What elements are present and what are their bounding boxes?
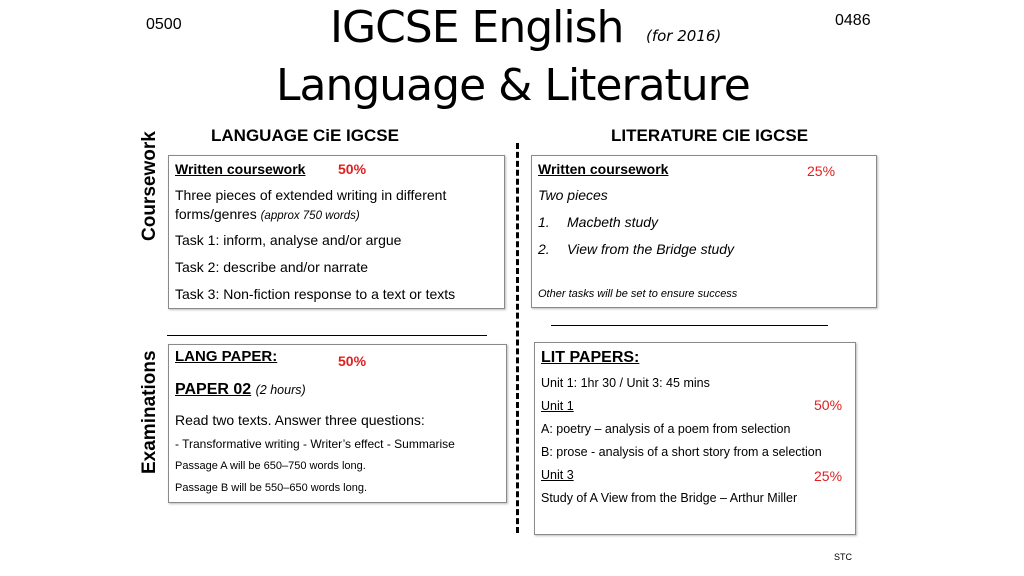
lang-paper-duration: (2 hours)	[255, 383, 306, 397]
course-code-left: 0500	[146, 16, 182, 33]
lang-coursework-heading: Written coursework	[175, 161, 306, 177]
lit-unit1-heading: Unit 1	[541, 399, 574, 413]
lang-paper-heading: LANG PAPER:	[175, 348, 278, 365]
lang-task-2: Task 2: describe and/or narrate	[175, 259, 368, 275]
lang-task-3: Task 3: Non-fiction response to a text or texts	[175, 286, 456, 302]
lang-exam-question-types: - Transformative writing - Writer’s effect - Summarise	[175, 437, 455, 451]
title-year-note: (for 2016)	[646, 27, 722, 45]
lit-unit1-part-b: B: prose - analysis of a short story from a selection	[541, 445, 822, 459]
lang-coursework-line1: Three pieces of extended writing in different	[175, 187, 447, 203]
lit-coursework-note: Other tasks will be set to ensure success	[538, 288, 738, 300]
lit-coursework-item1-number: 1.	[538, 214, 550, 230]
course-code-right: 0486	[835, 12, 871, 29]
lang-paper-title	[175, 381, 306, 399]
lit-coursework-line1: Two pieces	[538, 187, 608, 203]
lit-coursework-heading: Written coursework	[538, 161, 669, 177]
lit-unit1-percent: 50%	[814, 397, 843, 413]
lit-coursework-item1: Macbeth study	[567, 214, 659, 230]
lit-coursework-percent: 25%	[807, 163, 836, 179]
lit-papers-heading: LIT PAPERS:	[541, 349, 640, 366]
lang-task-1: Task 1: inform, analyse and/or argue	[175, 232, 402, 248]
lang-exam-percent: 50%	[338, 353, 367, 369]
literature-column-heading: LITERATURE CIE IGCSE	[611, 126, 809, 145]
lang-paper-number: PAPER 02	[175, 381, 252, 398]
lit-unit3-percent: 25%	[814, 468, 843, 484]
lang-exam-passage-a: Passage A will be 650–750 words long.	[175, 460, 366, 472]
lang-exam-instructions: Read two texts. Answer three questions:	[175, 412, 425, 428]
page-title-line1: IGCSE English	[330, 2, 624, 53]
language-column-heading: LANGUAGE CiE IGCSE	[211, 126, 399, 145]
language-section-rule	[167, 335, 487, 336]
lang-exam-passage-b: Passage B will be 550–650 words long.	[175, 482, 368, 494]
coursework-side-label: Coursework	[139, 131, 160, 241]
lang-coursework-forms: forms/genres	[175, 206, 257, 222]
lit-coursework-item2: View from the Bridge study	[567, 241, 735, 257]
lit-exam-durations: Unit 1: 1hr 30 / Unit 3: 45 mins	[541, 376, 710, 390]
literature-section-rule	[551, 325, 828, 326]
lang-coursework-percent: 50%	[338, 161, 367, 177]
column-divider	[516, 143, 519, 533]
examinations-side-label: Examinations	[139, 350, 160, 474]
lit-unit3-text: Study of A View from the Bridge – Arthur Miller	[541, 491, 798, 505]
lang-coursework-line2	[175, 206, 360, 222]
page-title-line2: Language & Literature	[276, 60, 750, 111]
lit-coursework-item2-number: 2.	[538, 241, 550, 257]
literature-exam-box	[534, 342, 856, 535]
footer-initials: STC	[834, 552, 852, 562]
lit-unit1-part-a: A: poetry – analysis of a poem from selection	[541, 422, 791, 436]
lit-unit3-heading: Unit 3	[541, 468, 574, 482]
lang-coursework-wordcount: (approx 750 words)	[260, 210, 360, 222]
